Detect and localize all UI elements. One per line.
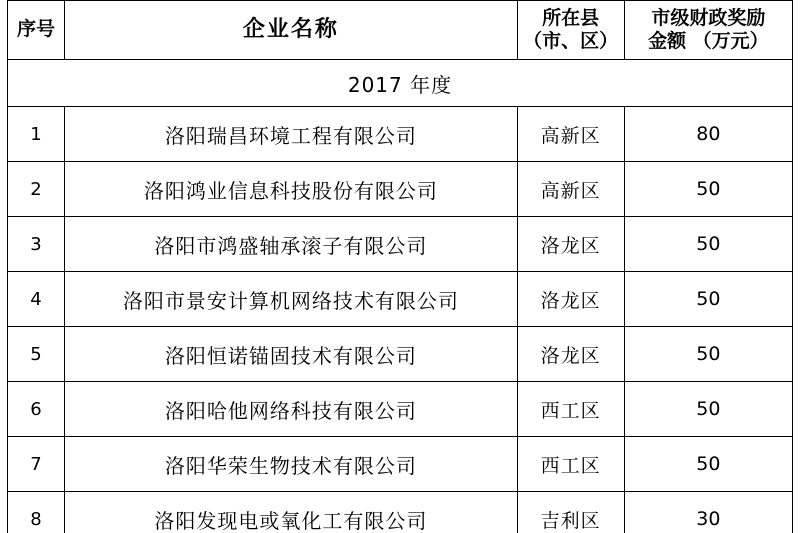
cell-seq: 2: [8, 162, 65, 217]
table-row: [8, 437, 793, 492]
column-header-amount-line2: 金额 （万元）: [648, 30, 769, 52]
column-header-county-line1: 所在县: [542, 6, 600, 29]
year-band-label: 2017 年度: [8, 60, 793, 107]
cell-county: 洛龙区: [517, 272, 624, 327]
table-row: [8, 162, 793, 217]
cell-amount: 80: [624, 107, 792, 162]
table-header-row: [8, 1, 793, 60]
cell-company-name: 洛阳市景安计算机网络技术有限公司: [65, 272, 518, 327]
column-header-amount-line1: 市级财政奖励: [651, 6, 766, 29]
table-row: [8, 492, 793, 533]
cell-company-name: 洛阳华荣生物技术有限公司: [65, 437, 518, 492]
cell-amount: 50: [624, 327, 792, 382]
table-row: [8, 107, 793, 162]
cell-seq: 4: [8, 272, 65, 327]
cell-amount: 50: [624, 272, 792, 327]
cell-company-name: 洛阳恒诺锚固技术有限公司: [65, 327, 518, 382]
cell-county: 吉利区: [517, 492, 624, 533]
column-header-amount: [624, 1, 792, 60]
cell-company-name: 洛阳哈他网络科技有限公司: [65, 382, 518, 437]
cell-company-name: 洛阳瑞昌环境工程有限公司: [65, 107, 518, 162]
cell-seq: 6: [8, 382, 65, 437]
table-row: [8, 327, 793, 382]
cell-county: 高新区: [517, 162, 624, 217]
cell-county: 西工区: [517, 382, 624, 437]
cell-county: 洛龙区: [517, 217, 624, 272]
table-row: [8, 382, 793, 437]
table-row: [8, 217, 793, 272]
cell-county: 西工区: [517, 437, 624, 492]
column-header-seq: 序号: [8, 1, 65, 60]
cell-seq: 1: [8, 107, 65, 162]
cell-county: 洛龙区: [517, 327, 624, 382]
cell-seq: 3: [8, 217, 65, 272]
cell-company-name: 洛阳市鸿盛轴承滚子有限公司: [65, 217, 518, 272]
column-header-county: [517, 1, 624, 60]
cell-seq: 5: [8, 327, 65, 382]
column-header-county-line2: （市、区）: [523, 30, 619, 52]
cell-amount: 50: [624, 437, 792, 492]
award-table: [7, 0, 793, 533]
cell-amount: 50: [624, 382, 792, 437]
cell-seq: 8: [8, 492, 65, 533]
cell-amount: 50: [624, 217, 792, 272]
year-band-row: [8, 60, 793, 107]
table-row: [8, 272, 793, 327]
cell-company-name: 洛阳发现电或氧化工有限公司: [65, 492, 518, 533]
cell-company-name: 洛阳鸿业信息科技股份有限公司: [65, 162, 518, 217]
column-header-name: 企业名称: [65, 1, 518, 60]
cell-county: 高新区: [517, 107, 624, 162]
cell-seq: 7: [8, 437, 65, 492]
cell-amount: 50: [624, 162, 792, 217]
cell-amount: 30: [624, 492, 792, 533]
